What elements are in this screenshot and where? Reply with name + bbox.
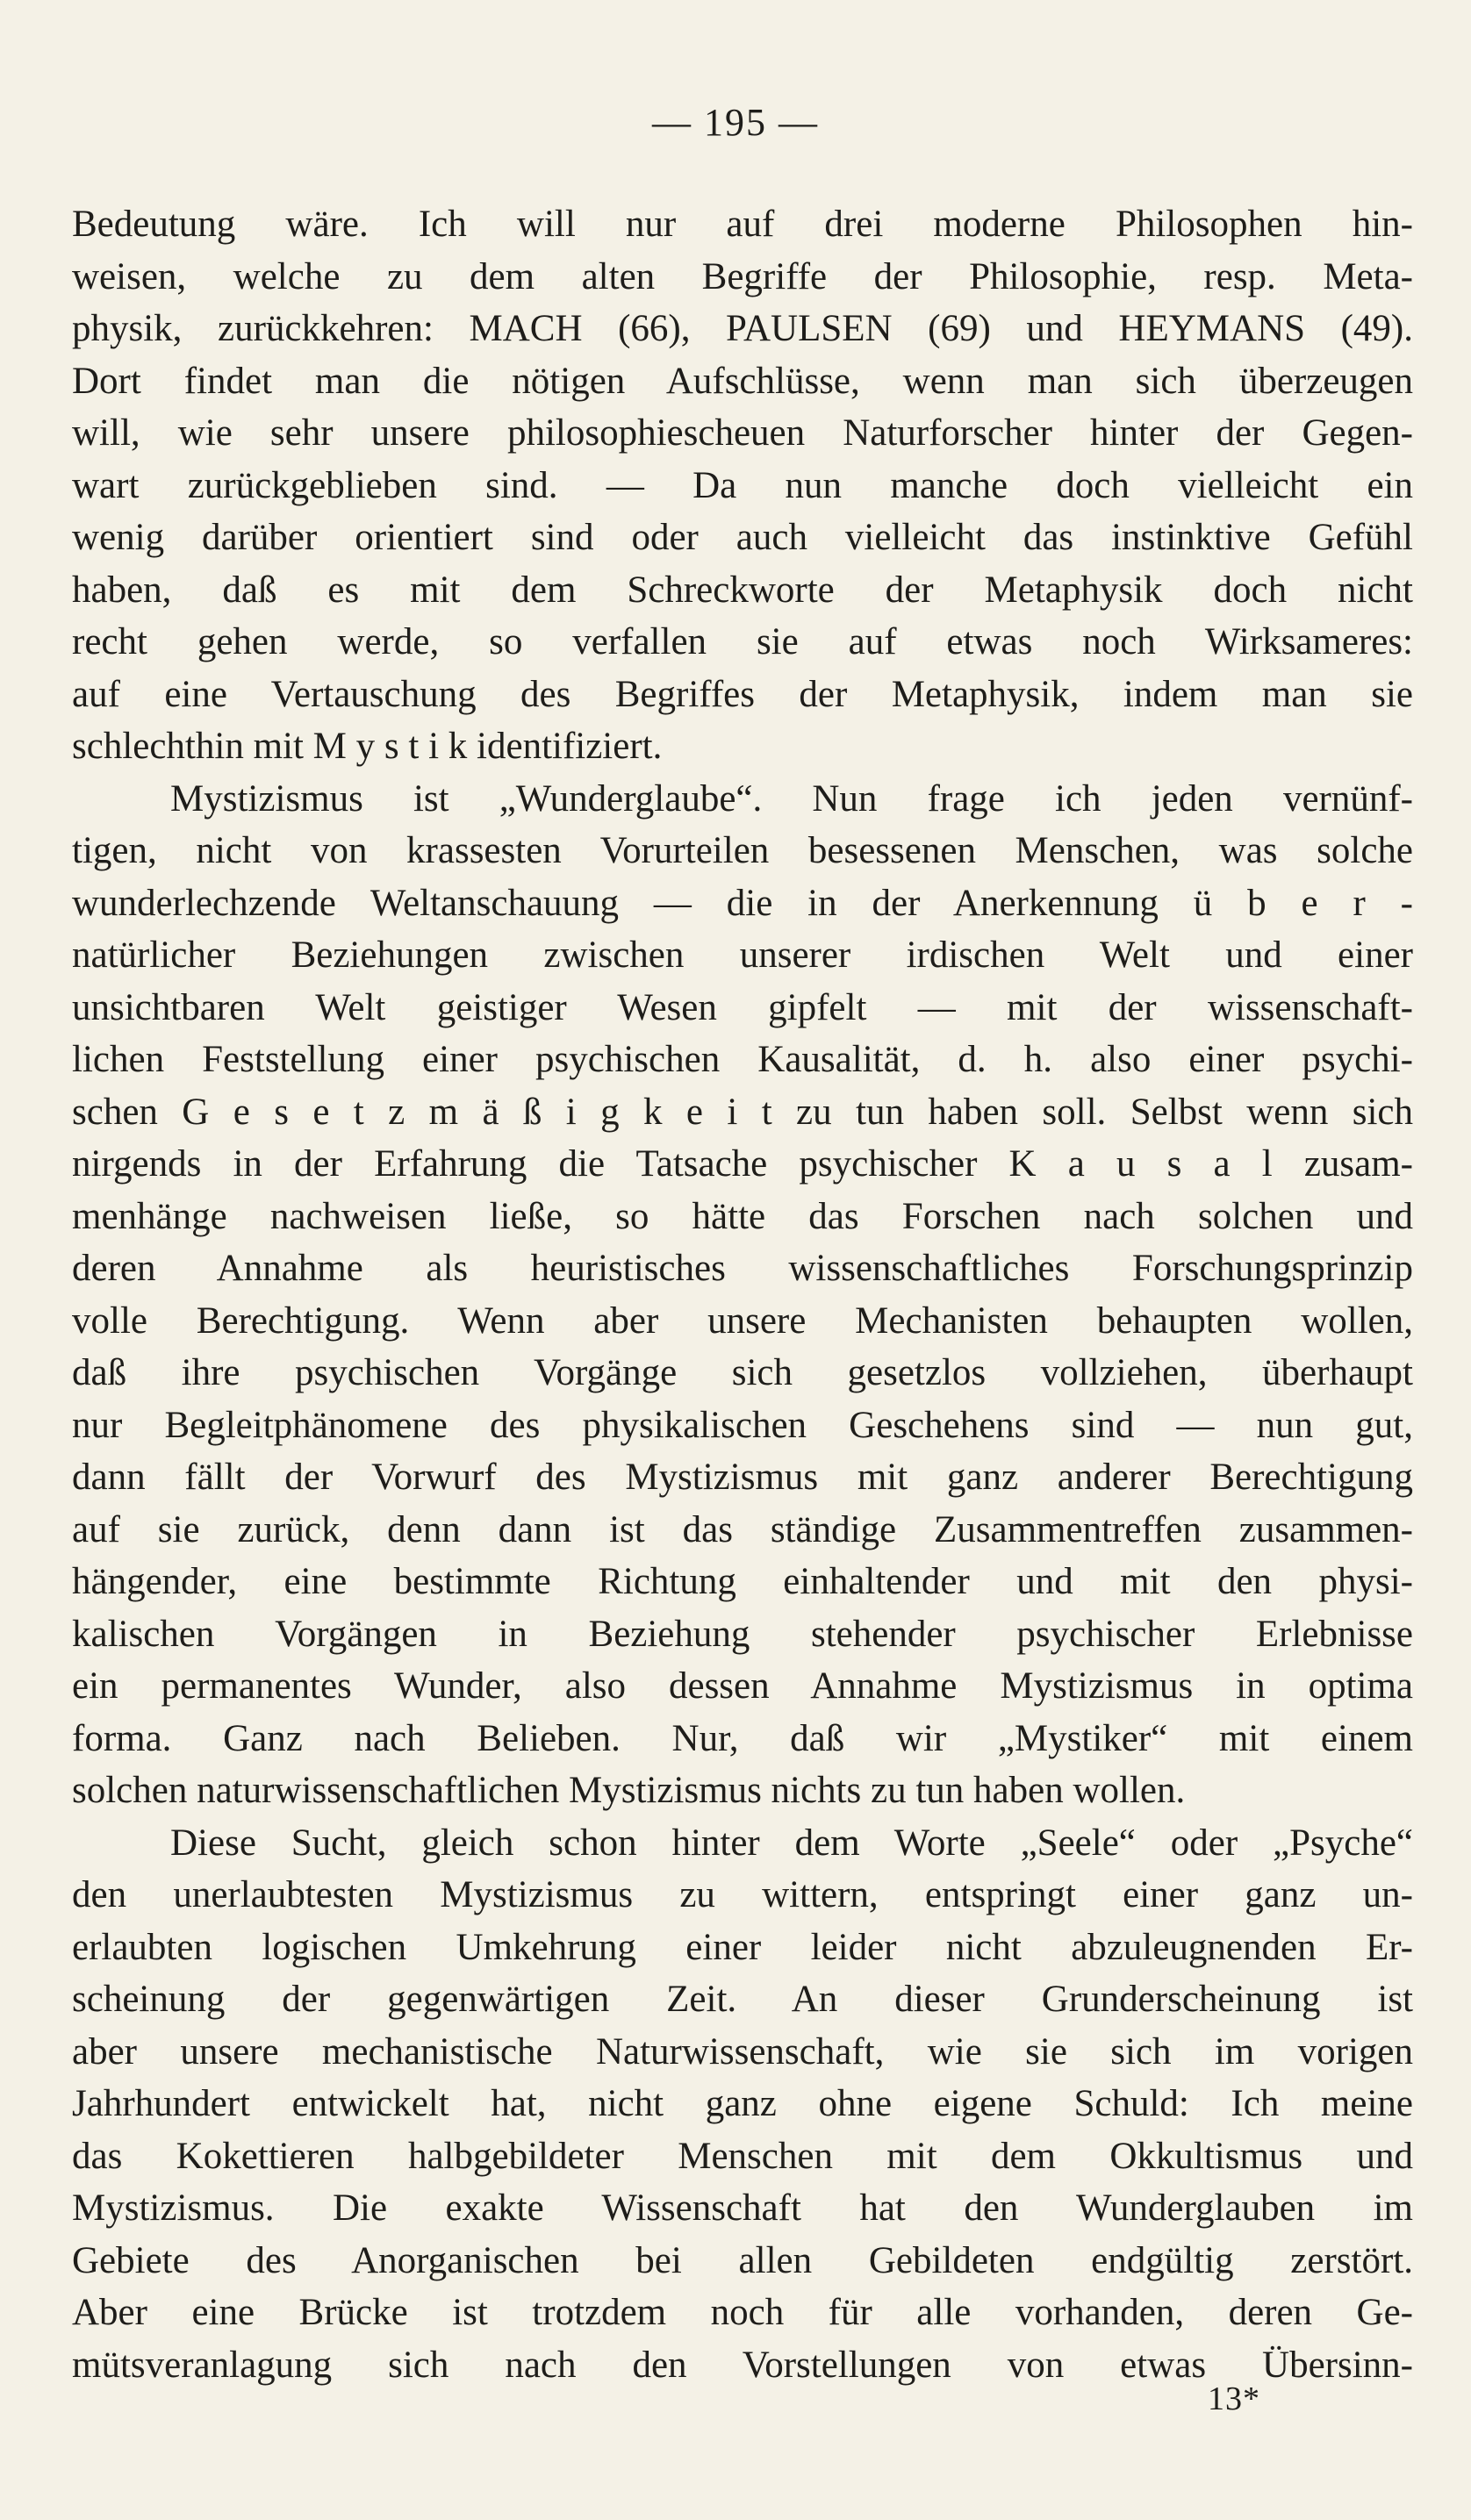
text-line: solchen naturwissenschaftlichen Mystizismus nichts zu tun haben wollen.	[72, 1770, 1186, 1811]
text-line: scheinung der gegenwärtigen Zeit. An dieser Grunderscheinung ist	[72, 1979, 1413, 2020]
text-line: Mystizismus ist „Wunderglaube“. Nun frage ich jeden vernünf-	[170, 777, 1413, 820]
text-line: Jahrhundert entwickelt hat, nicht ganz ohne eigene Schuld: Ich meine	[72, 2083, 1413, 2124]
text-line: wenig darüber orientiert sind oder auch vielleicht das instinktive Gefühl	[72, 517, 1413, 558]
text-line: wart zurückgeblieben sind. — Da nun manche doch vielleicht ein	[72, 464, 1413, 506]
text-line: das Kokettieren halbgebildeter Menschen mit dem Okkultismus und	[72, 2135, 1413, 2177]
text-line: forma. Ganz nach Belieben. Nur, daß wir „Mystiker“ mit einem	[72, 1717, 1413, 1759]
text-line: nur Begleitphänomene des physikalischen Geschehens sind — nun gut,	[72, 1404, 1413, 1446]
text-line: daß ihre psychischen Vorgänge sich gesetzlos vollziehen, überhaupt	[72, 1352, 1413, 1393]
text-line: tigen, nicht von krassesten Vorurteilen besessenen Menschen, was solche	[72, 830, 1413, 871]
text-line: volle Berechtigung. Wenn aber unsere Mechanisten behaupten wollen,	[72, 1299, 1413, 1342]
text-line: haben, daß es mit dem Schreckworte der Metaphysik doch nicht	[72, 569, 1413, 611]
signature-mark: 13*	[1208, 2380, 1260, 2417]
text-line: weisen, welche zu dem alten Begriffe der Philosophie, resp. Meta-	[72, 255, 1413, 297]
text-line: den unerlaubtesten Mystizismus zu wittern, entspringt einer ganz un-	[72, 1874, 1413, 1915]
text-line: Mystizismus. Die exakte Wissenschaft hat den Wunderglauben im	[72, 2187, 1413, 2229]
text-line: will, wie sehr unsere philosophiescheuen Naturforscher hinter der Gegen-	[72, 412, 1413, 454]
text-line: nirgends in der Erfahrung die Tatsache psychischer K a u s a l zusam-	[72, 1143, 1413, 1185]
text-line: menhänge nachweisen ließe, so hätte das Forschen nach solchen und	[72, 1195, 1413, 1237]
text-line: dann fällt der Vorwurf des Mystizismus mit ganz anderer Berechtigung	[72, 1457, 1413, 1498]
text-line: deren Annahme als heuristisches wissenschaftliches Forschungsprinzip	[72, 1248, 1413, 1289]
text-line: mütsveranlagung sich nach den Vorstellungen von etwas Übersinn-	[72, 2344, 1413, 2386]
text-line: natürlicher Beziehungen zwischen unserer irdischen Welt und einer	[72, 934, 1413, 976]
text-line: Bedeutung wäre. Ich will nur auf drei moderne Philosophen hin-	[72, 204, 1413, 245]
text-line: erlaubten logischen Umkehrung einer leider nicht abzuleugnenden Er-	[72, 1926, 1413, 1968]
text-line: wunderlechzende Weltanschauung — die in der Anerkennung ü b e r -	[72, 882, 1413, 924]
text-line: aber unsere mechanistische Naturwissenschaft, wie sie sich im vorigen	[72, 2030, 1413, 2073]
text-line: Dort findet man die nötigen Aufschlüsse, wenn man sich überzeugen	[72, 360, 1413, 402]
text-line: schlechthin mit M y s t i k identifiziert.	[72, 726, 663, 767]
text-line: auf eine Vertauschung des Begriffes der Metaphysik, indem man sie	[72, 673, 1413, 715]
text-line: physik, zurückkehren: MACH (66), PAULSEN (69) und HEYMANS (49).	[72, 308, 1413, 349]
text-line: schen G e s e t z m ä ß i g k e i t zu tun haben soll. Selbst wenn sich	[72, 1091, 1413, 1133]
text-line: recht gehen werde, so verfallen sie auf etwas noch Wirksameres:	[72, 621, 1413, 662]
text-line: lichen Feststellung einer psychischen Kausalität, d. h. also einer psychi-	[72, 1039, 1413, 1080]
page-number: — 195 —	[652, 101, 819, 144]
text-line: kalischen Vorgängen in Beziehung stehender psychischer Erlebnisse	[72, 1613, 1413, 1655]
text-line: ein permanentes Wunder, also dessen Annahme Mystizismus in optima	[72, 1665, 1413, 1707]
text-line: Aber eine Brücke ist trotzdem noch für alle vorhanden, deren Ge-	[72, 2292, 1413, 2333]
body-text	[72, 198, 1413, 2391]
text-line: unsichtbaren Welt geistiger Wesen gipfelt — mit der wissenschaft-	[72, 986, 1413, 1028]
text-line: hängender, eine bestimmte Richtung einhaltender und mit den physi-	[72, 1561, 1413, 1602]
text-line: Diese Sucht, gleich schon hinter dem Worte „Seele“ oder „Psyche“	[170, 1822, 1413, 1864]
text-line: Gebiete des Anorganischen bei allen Gebildeten endgültig zerstört.	[72, 2239, 1413, 2281]
text-line: auf sie zurück, denn dann ist das ständige Zusammentreffen zusammen-	[72, 1508, 1413, 1550]
